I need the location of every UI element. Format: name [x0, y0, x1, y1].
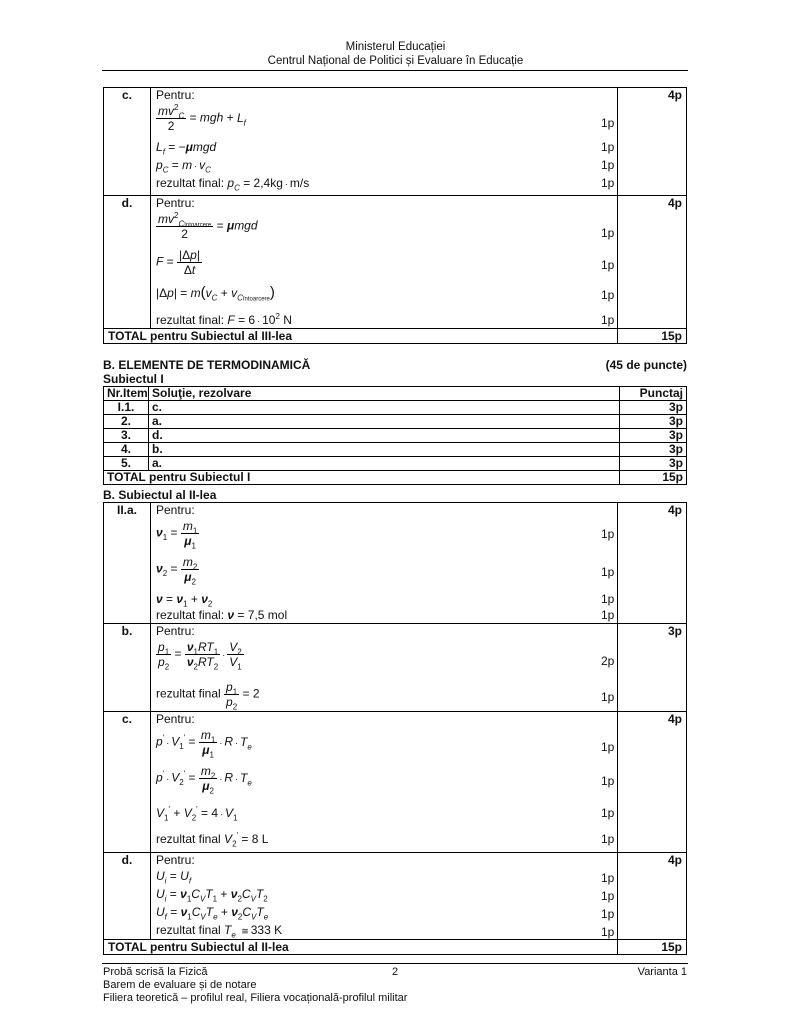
step-points: 1p	[601, 592, 615, 606]
eq-return: $\frac{mv^2_{Cîntoarcere}}{2}$ = μmgd	[158, 211, 258, 241]
section-points: (45 de puncte)	[605, 358, 687, 372]
final-result: rezultat final $\frac{p_1}{p_2}$ = 2	[156, 680, 260, 712]
eq-work: $L_f = -\mu mgd$	[156, 140, 217, 157]
header-solution: Soluţie, rezolvare	[149, 387, 620, 401]
item-points: 3p	[620, 415, 687, 429]
step-points: 1p	[601, 925, 615, 939]
step-points: 1p	[601, 690, 615, 704]
step-points: 1p	[601, 176, 615, 190]
eq-state1: $p' \cdot V_1'$ = $\frac{m_1}{\mu_1}$ · $R \cdot T_e$	[156, 728, 252, 760]
total-points: 15p	[618, 329, 687, 344]
item-nr: 4.	[104, 443, 149, 457]
item-nr: 2.	[104, 415, 149, 429]
item-points: 3p	[620, 457, 687, 471]
subject1-title: Subiectul I	[103, 372, 164, 386]
eq-energy: $\frac{mv^2_C}{2}$ = mgh + $L_f$	[158, 103, 246, 133]
mech-row-d	[104, 196, 687, 329]
step-points: 1p	[601, 608, 615, 622]
step-points: 1p	[601, 140, 615, 154]
step-points: 1p	[601, 774, 615, 788]
item-label: d.	[104, 853, 151, 940]
table-row	[104, 401, 687, 415]
thermo-row-d	[104, 853, 687, 940]
total-points: 15p	[618, 940, 687, 955]
table-row	[104, 429, 687, 443]
final-result: rezultat final $T_e$ ≅ 333 K	[156, 923, 283, 940]
center-name: Centrul Național de Politici și Evaluare în Educație	[267, 55, 524, 67]
item-answer: d.	[149, 429, 620, 443]
step-points: 1p	[601, 871, 615, 885]
table-header	[104, 387, 687, 401]
step-points: 1p	[601, 226, 615, 240]
step-points: 1p	[601, 258, 615, 272]
item-label: c.	[104, 88, 151, 196]
thermo-row-c	[104, 712, 687, 853]
mech-total-row	[104, 329, 687, 344]
mechanics-table	[103, 87, 687, 344]
profile: Filiera teoretică – profilul real, Filiera vocațională-profilul militar	[103, 992, 408, 1004]
thermo-row-a	[104, 503, 687, 624]
header-divider	[102, 70, 688, 71]
item-nr: I.1.	[104, 401, 149, 415]
solution-cell	[151, 712, 618, 853]
table-row	[104, 457, 687, 471]
step-points: 1p	[601, 288, 615, 302]
item-nr: 3.	[104, 429, 149, 443]
solution-cell	[151, 624, 618, 712]
total-points: 15p	[620, 471, 687, 485]
step-points: 1p	[601, 832, 615, 846]
step-points: 1p	[601, 806, 615, 820]
eq-volume: $V_1' + V_2' = 4 \cdot V_1$	[156, 805, 238, 823]
item-label: II.a.	[104, 503, 151, 624]
subject2-title: B. Subiectul al II-lea	[103, 488, 217, 502]
footer-left	[103, 966, 407, 1005]
eq-energy-conservation: $U_i = U_f$	[156, 869, 192, 886]
subject1-table	[103, 386, 687, 485]
step-points: 1p	[601, 116, 615, 130]
total-label: TOTAL pentru Subiectul al III-lea	[104, 329, 618, 344]
eq-ratio: $\frac{p_1}{p_2}$ = $\frac{\nu_1RT_1}{\nu_2RT_2}$ · $\frac{V_2}{V_1}$	[158, 640, 242, 672]
item-points: 3p	[620, 429, 687, 443]
item-answer: a.	[149, 457, 620, 471]
intro-text: Pentru:	[156, 196, 195, 210]
step-points: 1p	[601, 313, 615, 327]
item-answer: c.	[149, 401, 620, 415]
eq-nu-sum: $\nu = \nu_1 + \nu_2$	[156, 592, 213, 609]
item-points: 4p	[618, 196, 687, 329]
item-label: c.	[104, 712, 151, 853]
table-row	[104, 415, 687, 429]
intro-text: Pentru:	[156, 503, 195, 517]
eq-delta-p: $|\Delta p| = m(v_C + v_{Cîntoarcere})$	[156, 284, 275, 303]
header-points: Punctaj	[620, 387, 687, 401]
item-points: 3p	[618, 624, 687, 712]
total-row	[104, 471, 687, 485]
solution-cell	[151, 196, 618, 329]
item-points: 4p	[618, 88, 687, 196]
item-nr: 5.	[104, 457, 149, 471]
doc-type: Barem de evaluare și de notare	[103, 979, 257, 991]
final-result: rezultat final: $p_C = 2,4kg \cdot m/s$	[156, 176, 310, 193]
item-points: 4p	[618, 712, 687, 853]
intro-text: Pentru:	[156, 853, 195, 867]
intro-text: Pentru:	[156, 712, 195, 726]
exam-name: Probă scrisă la Fizică	[103, 966, 208, 978]
item-label: d.	[104, 196, 151, 329]
item-points: 3p	[620, 443, 687, 457]
eq-momentum: $p_C = m \cdot v_C$	[156, 158, 211, 175]
table-row	[104, 443, 687, 457]
variant: Varianta 1	[637, 966, 687, 978]
solution-cell	[151, 853, 618, 940]
eq-nu1: $\nu_1$ = $\frac{m_1}{\mu_1}$	[156, 519, 198, 551]
total-label: TOTAL pentru Subiectul I	[104, 471, 620, 485]
step-points: 1p	[601, 158, 615, 172]
mech-row-c	[104, 88, 687, 196]
item-points: 4p	[618, 503, 687, 624]
total-label: TOTAL pentru Subiectul al II-lea	[104, 940, 618, 955]
final-result: rezultat final $V_2' = 8$ L	[156, 831, 269, 849]
eq-nu2: $\nu_2$ = $\frac{m_2}{\mu_2}$	[156, 555, 198, 587]
header-nr: Nr.Item	[104, 387, 149, 401]
eq-state2: $p' \cdot V_2'$ = $\frac{m_2}{\mu_2}$ · $R \cdot T_e$	[156, 764, 252, 796]
step-points: 1p	[601, 907, 615, 921]
item-answer: b.	[149, 443, 620, 457]
step-points: 2p	[601, 654, 615, 668]
ministry-name: Ministerul Educației	[345, 41, 446, 53]
solution-cell	[151, 503, 618, 624]
intro-text: Pentru:	[156, 624, 195, 638]
item-answer: a.	[149, 415, 620, 429]
final-result: rezultat final: $F = 6 \cdot 10^2$ N	[156, 312, 292, 327]
item-points: 4p	[618, 853, 687, 940]
item-points: 3p	[620, 401, 687, 415]
subject2-table	[103, 502, 687, 955]
eq-final-energy: $U_f = \nu_1C_VT_e + \nu_2C_VT_e$	[156, 905, 269, 922]
item-label: b.	[104, 624, 151, 712]
step-points: 1p	[601, 565, 615, 579]
page-number: 2	[392, 966, 399, 978]
solution-cell	[151, 88, 618, 196]
intro-text: Pentru:	[156, 88, 195, 102]
thermo-total-row	[104, 940, 687, 955]
section-title: B. ELEMENTE DE TERMODINAMICĂ	[103, 358, 311, 372]
thermo-row-b	[104, 624, 687, 712]
eq-force: F = $\frac{|\Delta p|}{\Delta t}$	[156, 248, 200, 277]
step-points: 1p	[601, 527, 615, 541]
eq-initial-energy: $U_i = \nu_1C_VT_1 + \nu_2C_VT_2$	[156, 887, 268, 904]
step-points: 1p	[601, 740, 615, 754]
final-result: rezultat final: ν = 7,5 mol	[156, 608, 288, 622]
step-points: 1p	[601, 889, 615, 903]
page-header	[0, 40, 791, 68]
footer-divider	[102, 963, 688, 964]
